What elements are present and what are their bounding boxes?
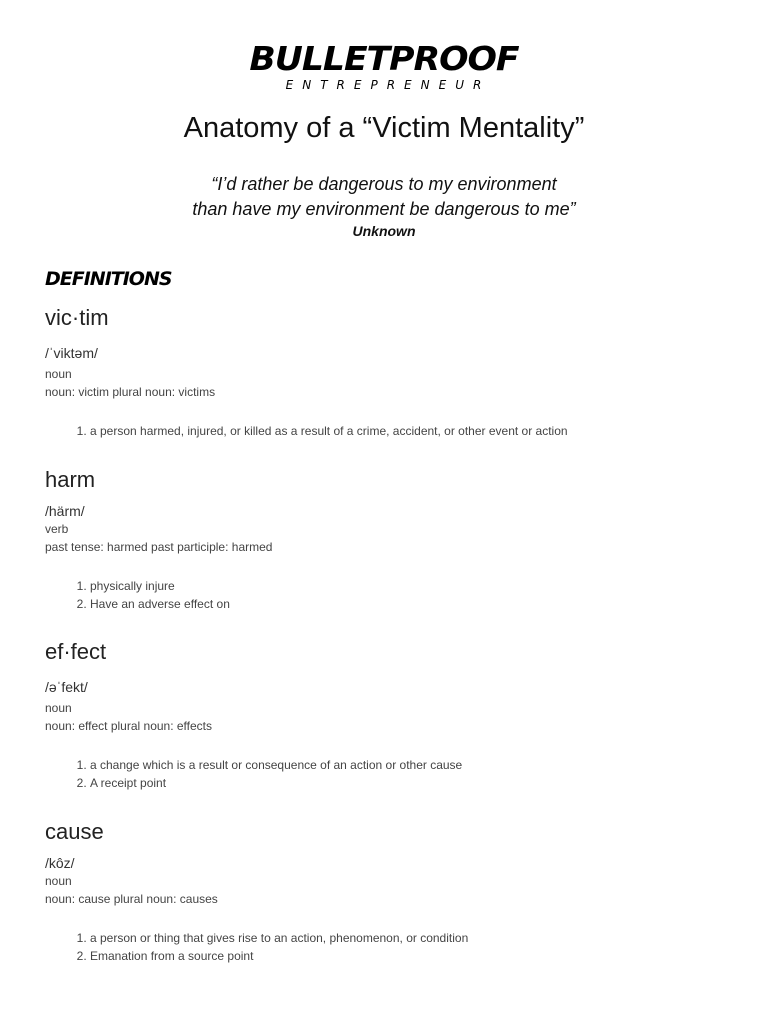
entry-word: ef·fect (45, 639, 107, 664)
definition-entry-harm (45, 466, 735, 613)
entry-forms: noun: cause plural noun: causes (45, 892, 218, 906)
entry-part-of-speech: noun (45, 701, 72, 715)
sense-item: 1. physically injure (90, 578, 735, 596)
entry-forms: noun: victim plural noun: victims (45, 385, 216, 399)
sense-item: 1. a person harmed, injured, or killed as a result of a crime, accident, or other event or action (90, 423, 735, 441)
entry-word: harm (45, 467, 96, 492)
definition-entry-cause (45, 818, 735, 965)
brand-logo (0, 40, 768, 92)
definition-entry-effect (45, 638, 735, 792)
sense-item: 1. a person or thing that gives rise to an action, phenomenon, or condition (90, 930, 735, 948)
logo-tagline: ENTREPRENEUR (285, 78, 491, 92)
logo-wordmark: BULLETPROOF (249, 39, 519, 78)
entry-senses (45, 423, 735, 441)
entry-pronunciation: /härm/ (45, 503, 85, 519)
entry-senses (45, 578, 735, 613)
quote (0, 172, 768, 222)
quote-line-1: “I’d rather be dangerous to my environment (211, 174, 557, 194)
quote-line-2: than have my environment be dangerous to me” (192, 199, 576, 219)
entry-part-of-speech: noun (45, 367, 72, 381)
entry-pronunciation: /əˈfekt/ (45, 679, 88, 695)
entry-senses (45, 930, 735, 965)
quote-attribution: Unknown (352, 223, 416, 239)
definition-entry-victim (45, 304, 735, 441)
sense-item: 2. Emanation from a source point (90, 948, 735, 966)
entry-pronunciation: /ˈviktəm/ (45, 345, 98, 361)
entry-word: cause (45, 819, 104, 844)
sense-item: 1. a change which is a result or consequence of an action or other cause (90, 757, 735, 775)
entry-part-of-speech: verb (45, 522, 69, 536)
entry-forms: noun: effect plural noun: effects (45, 719, 213, 733)
entry-part-of-speech: noun (45, 874, 72, 888)
page-title: Anatomy of a “Victim Mentality” (183, 112, 585, 144)
entry-forms: past tense: harmed past participle: harmed (45, 540, 273, 554)
sense-item: 2. A receipt point (90, 775, 735, 793)
entry-pronunciation: /kôz/ (45, 855, 75, 871)
entry-word: vic·tim (45, 305, 109, 330)
definitions-heading: DEFINITIONS (45, 268, 172, 290)
entry-senses (45, 757, 735, 792)
sense-item: 2. Have an adverse effect on (90, 596, 735, 614)
